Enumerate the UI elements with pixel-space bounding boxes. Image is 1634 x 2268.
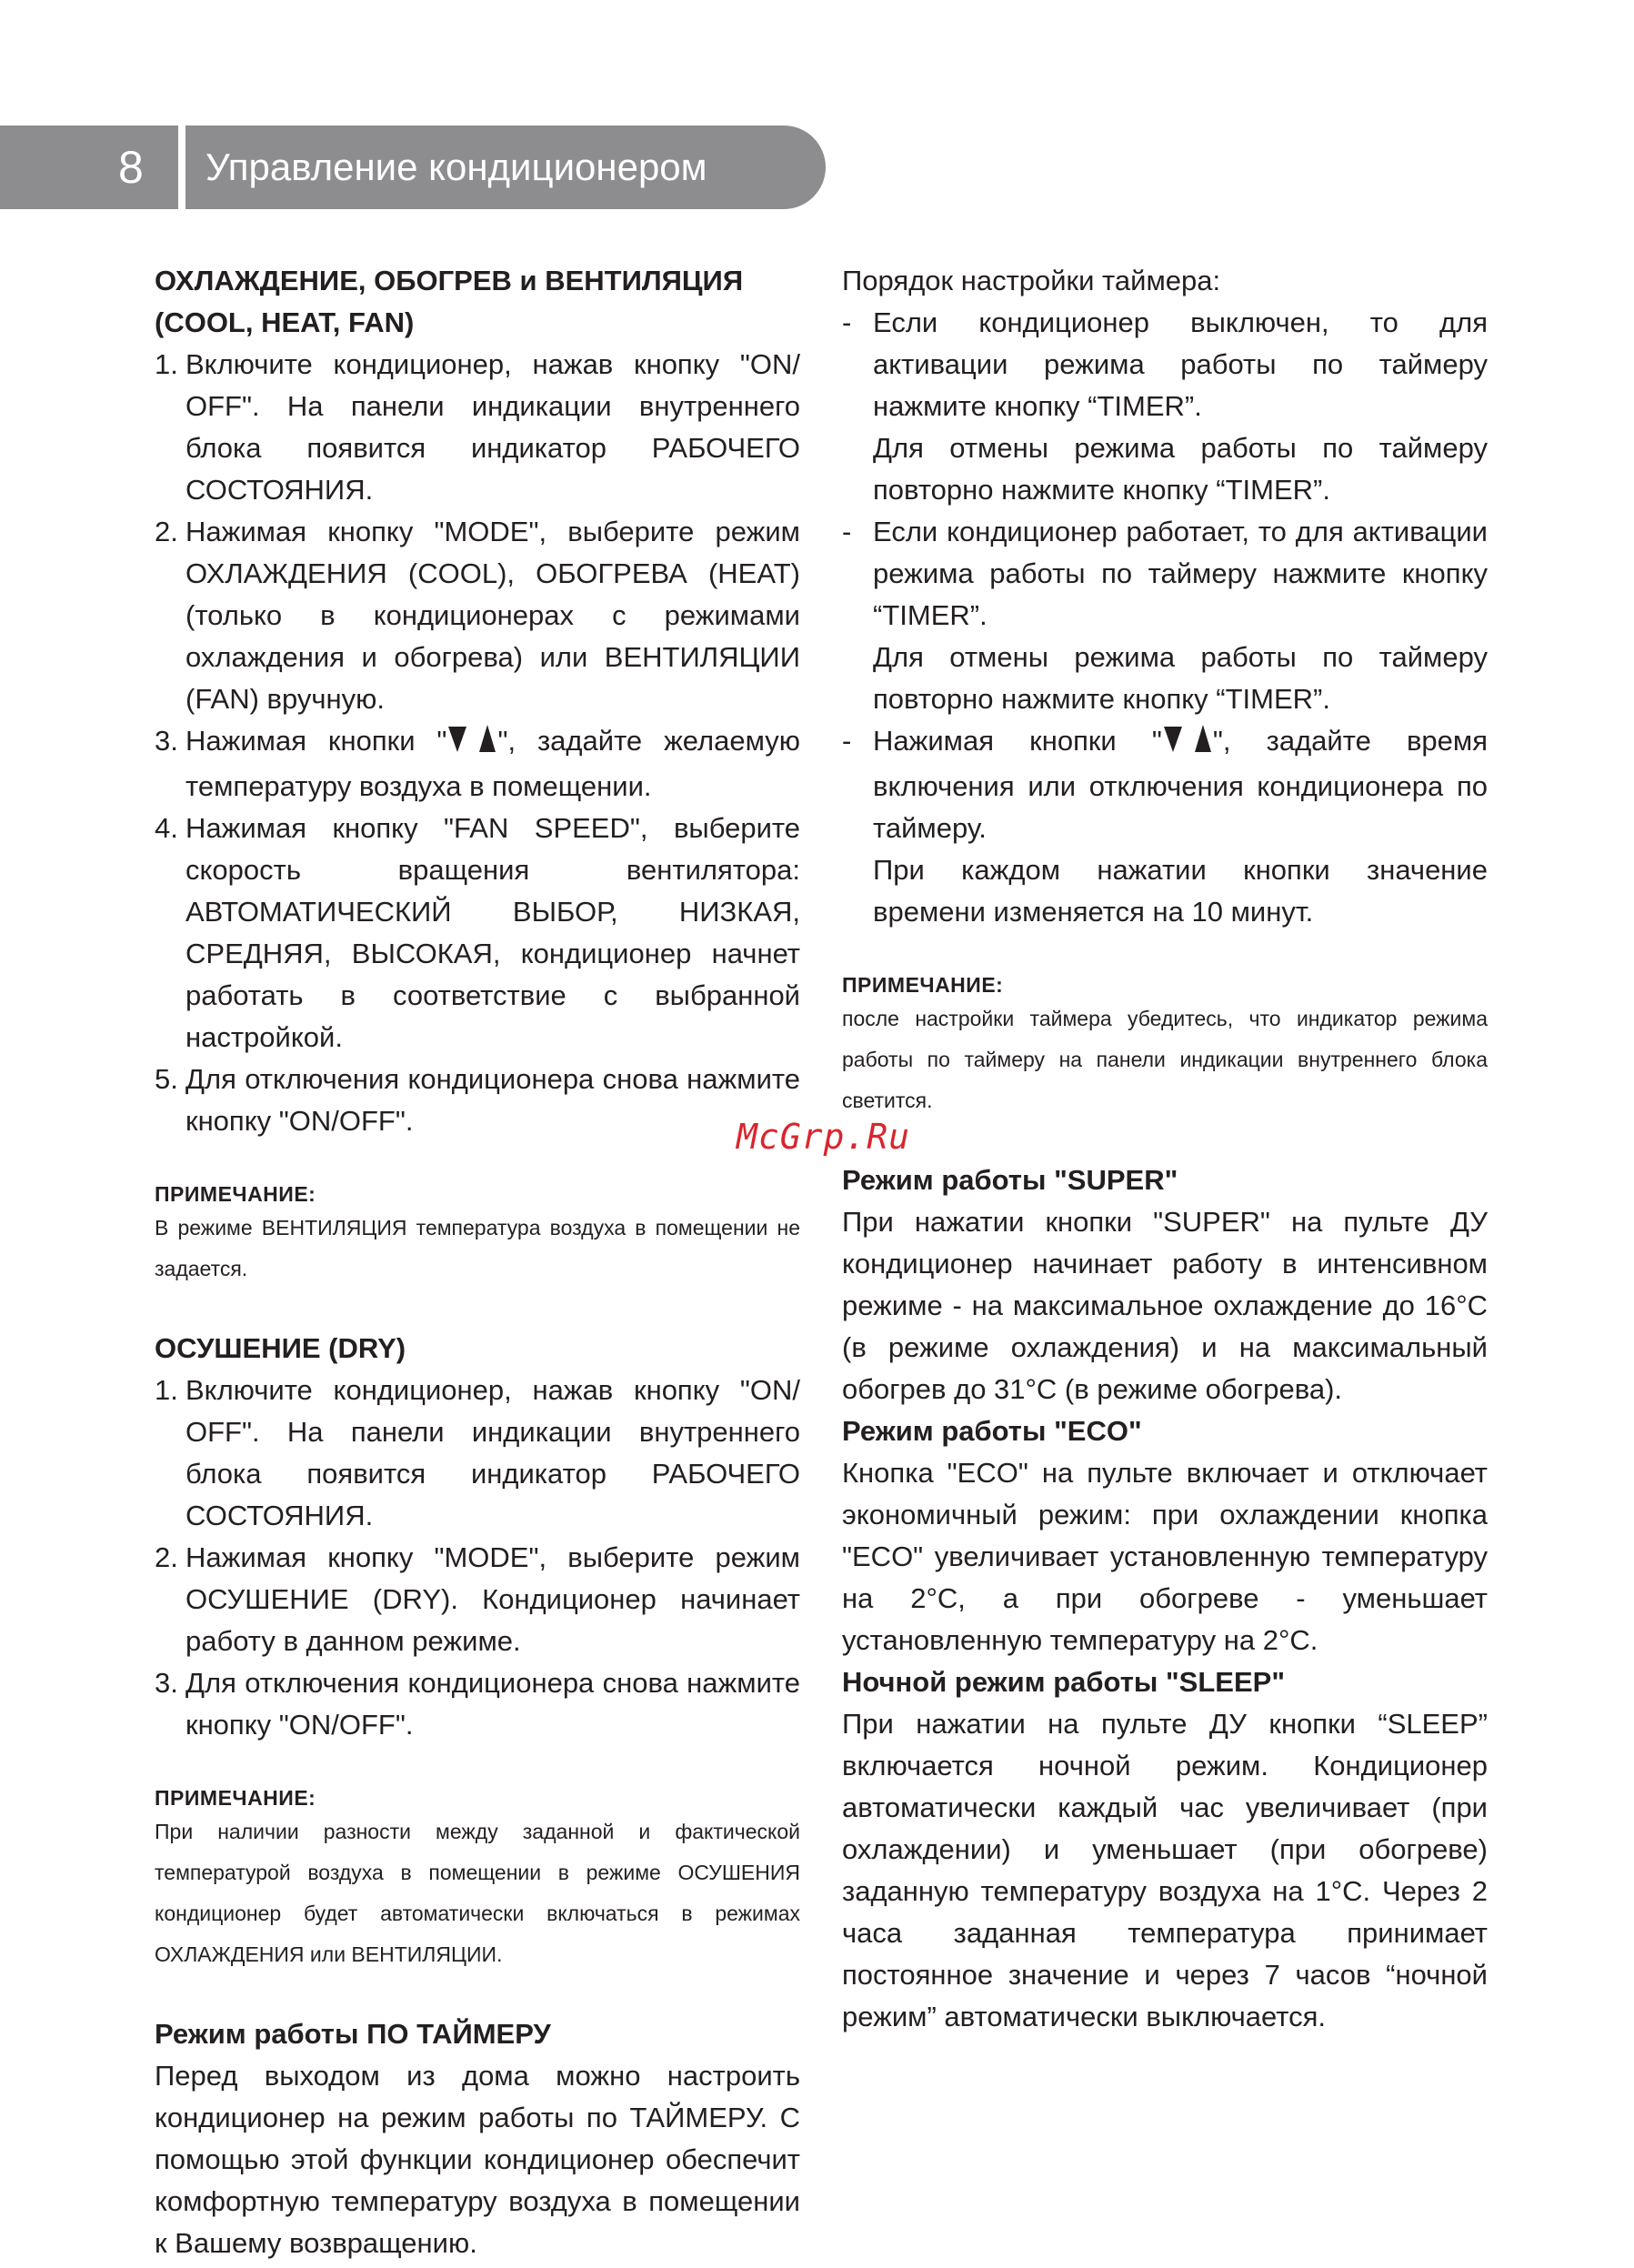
section-text: При нажатии на пульте ДУ кнопки “SLEEP” включается ночной режим. Кондиционер автоматически каждый час увеличивает (при охлаждении) и уменьшает (при обогреве) заданную температуру воздуха на 1°C. Через 2 часа заданная температура принимает постоянное значение и через 7 часов “ночной режим” автоматически выключается.	[842, 1708, 1488, 2032]
list-item	[155, 1537, 800, 1662]
cool-steps-list	[155, 344, 800, 1142]
section-text: Кнопка "ECO" на пульте включает и отключает экономичный режим: при охлаждении кнопка "ECO" увеличивает установленную температуру на 2°C, а при обогреве - уменьшает установленную температуру на 2°C.	[842, 1457, 1488, 1656]
dash-bullet: -	[842, 516, 852, 547]
down-up-arrows-icon	[1162, 723, 1213, 766]
heading-line-2: (COOL, HEAT, FAN)	[155, 306, 415, 338]
list-item	[155, 720, 800, 808]
right-column	[842, 260, 1488, 2038]
step-number: 2.	[155, 516, 178, 547]
step-text: Включите кондиционер, нажав кнопку "ON/ OFF". На панели индикации внутреннего блока появится индикатор РАБОЧЕГО СОСТОЯНИЯ.	[185, 348, 800, 506]
list-item	[155, 808, 800, 1059]
step-text: ", задайте желаемую температуру воздуха в помещении.	[185, 725, 800, 802]
step-number: 4.	[155, 812, 178, 844]
item-text	[873, 720, 1488, 849]
item-extra: Для отмены режима работы по таймеру повторно нажмите кнопку “TIMER”.	[873, 432, 1488, 506]
section-text: При нажатии кнопки "SUPER" на пульте ДУ кондиционер начинает работу в интенсивном режиме - на максимальное охлаждение до 16°C (в режиме охлаждения) и на максимальный обогрев до 31°C (в режиме обогрева).	[842, 1206, 1488, 1405]
step-number: 5.	[155, 1063, 178, 1095]
step-text: Нажимая кнопки "	[185, 725, 447, 757]
section-super	[842, 1159, 1488, 1410]
timer-intro: Порядок настройки таймера:	[842, 265, 1221, 296]
item-text: Если кондиционер выключен, то для активации режима работы по таймеру нажмите кнопку “TIMER”.	[873, 306, 1488, 422]
list-item	[155, 1059, 800, 1142]
page-header	[0, 125, 826, 209]
section-heading: Ночной режим работы "SLEEP"	[842, 1666, 1286, 1698]
step-text: Для отключения кондиционера снова нажмите кнопку "ON/OFF".	[185, 1667, 800, 1741]
section-cool-heat-fan	[155, 260, 800, 1290]
watermark: McGrp.Ru	[737, 1117, 911, 1157]
timer-steps-list	[842, 302, 1488, 933]
step-text: Включите кондиционер, нажав кнопку "ON/ OFF". На панели индикации внутреннего блока появится индикатор РАБОЧЕГО СОСТОЯНИЯ.	[185, 1374, 800, 1531]
dry-steps-list	[155, 1370, 800, 1746]
section-timer-setup	[842, 260, 1488, 1121]
left-column	[155, 260, 800, 2264]
section-text: Перед выходом из дома можно настроить кондиционер на режим работы по ТАЙМЕРУ. С помощью этой функции кондиционер обеспечит комфортную температуру воздуха в помещении к Вашему возвращению.	[155, 2060, 800, 2259]
list-item	[155, 1370, 800, 1537]
note-title: ПРИМЕЧАНИЕ:	[842, 973, 1004, 997]
note-text: после настройки таймера убедитесь, что индикатор режима работы по таймеру на панели индикации внутреннего блока светится.	[842, 1007, 1488, 1112]
page-title: Управление кондиционером	[206, 146, 707, 188]
note-text: В режиме ВЕНТИЛЯЦИЯ температура воздуха в помещении не задается.	[155, 1216, 800, 1280]
page-number: 8	[118, 142, 144, 193]
section-timer	[155, 2013, 800, 2264]
section-heading: Режим работы "SUPER"	[842, 1164, 1178, 1196]
item-text-before: Нажимая кнопки "	[873, 725, 1162, 757]
item-text: Если кондиционер работает, то для активации режима работы по таймеру нажмите кнопку “TIMER”.	[873, 516, 1488, 631]
step-text: Для отключения кондиционера снова нажмите кнопку "ON/OFF".	[185, 1063, 800, 1137]
list-item	[842, 302, 1488, 511]
down-up-arrows-icon	[446, 723, 497, 766]
section-heading: Режим работы "ECO"	[842, 1415, 1142, 1447]
step-number: 3.	[155, 1667, 178, 1699]
step-number: 1.	[155, 1374, 178, 1406]
section-heading: ОСУШЕНИЕ (DRY)	[155, 1332, 406, 1364]
item-text-after: ", задайте время включения или отключения кондиционера по таймеру.	[873, 725, 1488, 844]
step-text: Нажимая кнопку "FAN SPEED", выберите скорость вращения вентилятора: АВТОМАТИЧЕСКИЙ ВЫБОР, НИЗКАЯ, СРЕДНЯЯ, ВЫСОКАЯ, кондиционер начнет работать в соответствие с выбранной настройкой.	[185, 812, 800, 1053]
note-title: ПРИМЕЧАНИЕ:	[155, 1182, 316, 1206]
section-sleep	[842, 1661, 1488, 2038]
step-number: 3.	[155, 725, 178, 757]
section-heading	[155, 260, 800, 344]
section-dry	[155, 1328, 800, 1975]
list-item	[842, 511, 1488, 720]
list-item	[842, 720, 1488, 933]
dash-bullet: -	[842, 725, 852, 757]
step-text: Нажимая кнопку "MODE", выберите режим ОХЛАЖДЕНИЯ (COOL), ОБОГРЕВА (HEAT) (только в кондиционерах с режимами охлаждения и обогрева) или ВЕНТИЛЯЦИИ (FAN) вручную.	[185, 516, 800, 715]
section-heading: Режим работы ПО ТАЙМЕРУ	[155, 2018, 551, 2050]
list-item	[155, 344, 800, 511]
step-number: 2.	[155, 1541, 178, 1573]
item-extra: При каждом нажатии кнопки значение времени изменяется на 10 минут.	[873, 854, 1488, 928]
note-title: ПРИМЕЧАНИЕ:	[155, 1786, 316, 1810]
step-number: 1.	[155, 348, 178, 380]
list-item	[155, 511, 800, 720]
heading-line-1: ОХЛАЖДЕНИЕ, ОБОГРЕВ и ВЕНТИЛЯЦИЯ	[155, 265, 744, 296]
list-item	[155, 1662, 800, 1746]
section-eco	[842, 1410, 1488, 1661]
step-text: Нажимая кнопку "MODE", выберите режим ОСУШЕНИЕ (DRY). Кондиционер начинает работу в данном режиме.	[185, 1541, 800, 1657]
note-text: При наличии разности между заданной и фактической температурой воздуха в помещении в режиме ОСУШЕНИЯ кондиционер будет автоматически включаться в режимах ОХЛАЖДЕНИЯ или ВЕНТИЛЯЦИИ.	[155, 1820, 800, 1966]
header-divider	[178, 125, 185, 209]
item-extra: Для отмены режима работы по таймеру повторно нажмите кнопку “TIMER”.	[873, 641, 1488, 715]
dash-bullet: -	[842, 306, 852, 338]
